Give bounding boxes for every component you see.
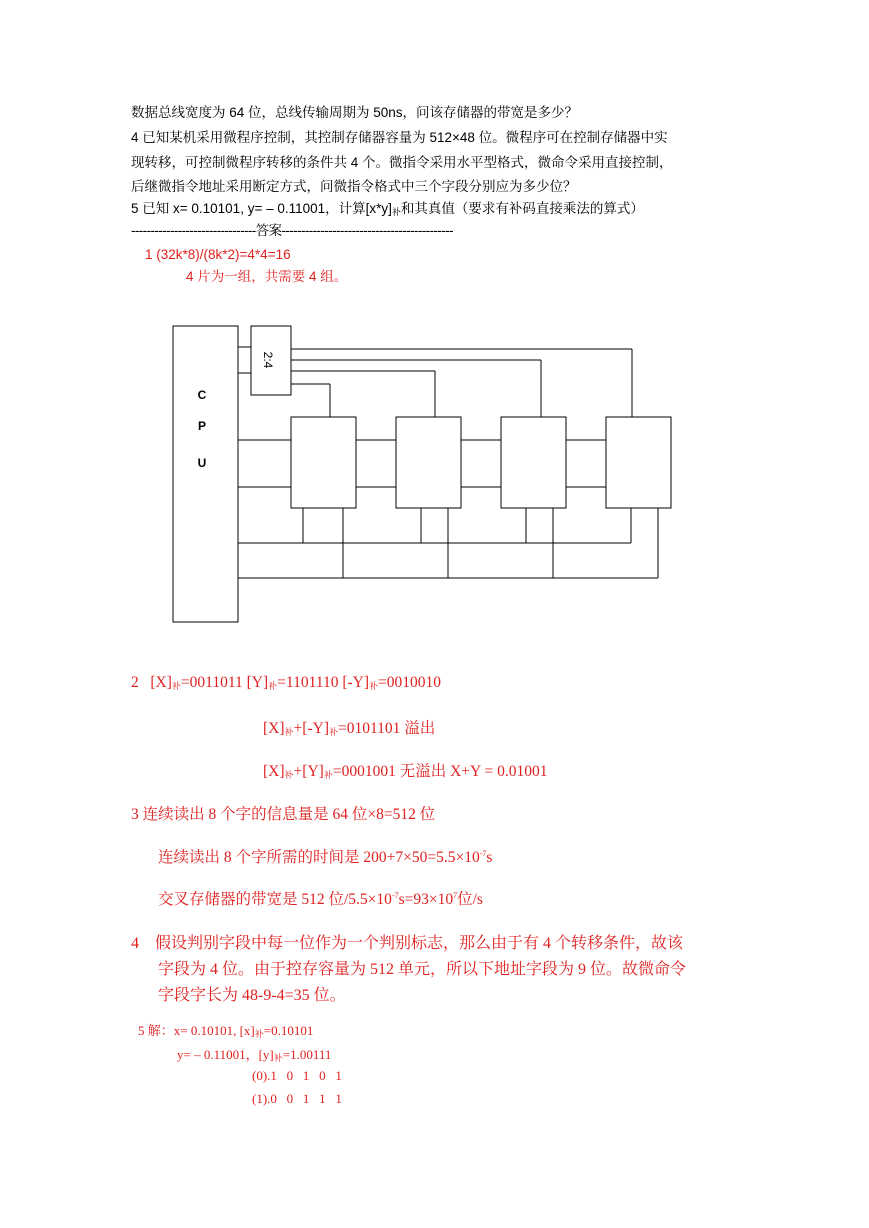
memory-chip-1 <box>291 417 356 508</box>
answer-3-line-2: 连续读出 8 个字所需的时间是 $200+7\times 50=5.5\times 10^{-7}s$ <box>158 849 493 866</box>
answer-4 <box>131 931 751 1009</box>
answer-2-line-2: $[X]_补+[-Y]_补=0101101$ 溢出 <box>263 720 436 737</box>
answer-4-number: 4 <box>131 935 139 952</box>
memory-chip-4 <box>606 417 671 508</box>
answer-1-conclusion: 4 片为一组，共需要 4 组。 <box>186 269 348 284</box>
memory-chip-2 <box>396 417 461 508</box>
answer-divider: --------------------------------答案-------------------------------------------- <box>131 223 453 238</box>
cpu-block <box>173 326 238 622</box>
answer-4-line-2: 字段为 4 位。由于控存容量为 512 单元，所以下地址字段为 9 位。故微命令 <box>158 961 687 978</box>
question-4-line-2: 现转移，可控制微程序转移的条件共 4 个。微指令采用水平型格式，微命令采用直接控制， <box>131 155 673 170</box>
answer-4-line-1: 假设判别字段中每一位作为一个判别标志，那么由于有 4 个转移条件，故该 <box>155 935 684 952</box>
answer-5-line-2: y= – 0.11001，$[y]_补=1.00111$ <box>177 1047 332 1063</box>
answer-2-line-3: $[X]_补+[Y]_补=0001001$ 无溢出 X+Y = 0.01001 <box>263 763 548 780</box>
cpu-letter-c: C <box>197 388 207 402</box>
answer-5-row-2: (1).0 0 1 1 1 <box>252 1091 342 1106</box>
cpu-letter-u: U <box>197 456 207 470</box>
question-4-line-3: 后继微指令地址采用断定方式，问微指令格式中三个字段分别应为多少位？ <box>131 179 577 194</box>
answer-4-line-3: 字段字长为 48-9-4=35 位。 <box>158 987 346 1004</box>
question-4-line-1: 4 已知某机采用微程序控制，其控制存储器容量为 512×48 位。微程序可在控制存储器中实 <box>131 130 668 145</box>
answer-2-line-1: 2 $[X]_补=0011011$ $[Y]_补=1101110$ $[-Y]_补=0010010$ <box>131 674 442 691</box>
answer-3-line-3: 交叉存储器的带宽是 512 位$/5.5\times 10^{-7}s=93\times 10^7$位/s <box>158 891 483 908</box>
decoder-label: 2:4 <box>261 351 275 369</box>
question-3-tail: 数据总线宽度为 64 位，总线传输周期为 50ns，问该存储器的带宽是多少？ <box>131 105 579 120</box>
answer-5-row-1: (0).1 0 1 0 1 <box>252 1068 342 1083</box>
memory-chip-3 <box>501 417 566 508</box>
answer-1-formula: 1 (32k*8)/(8k*2)=4*4=16 <box>145 247 291 262</box>
answer-5-line-1: 5 解：x= 0.10101, $[x]_补=0.10101$ <box>138 1023 314 1039</box>
answer-3-line-1: 3 连续读出 8 个字的信息量是 64 位×8=512 位 <box>131 806 436 823</box>
cpu-letter-p: P <box>197 419 207 433</box>
question-5: 5 已知 x= 0.10101, y= – 0.11001，计算$[x*y]_补$和其真值（要求有补码直接乘法的算式） <box>131 201 644 217</box>
